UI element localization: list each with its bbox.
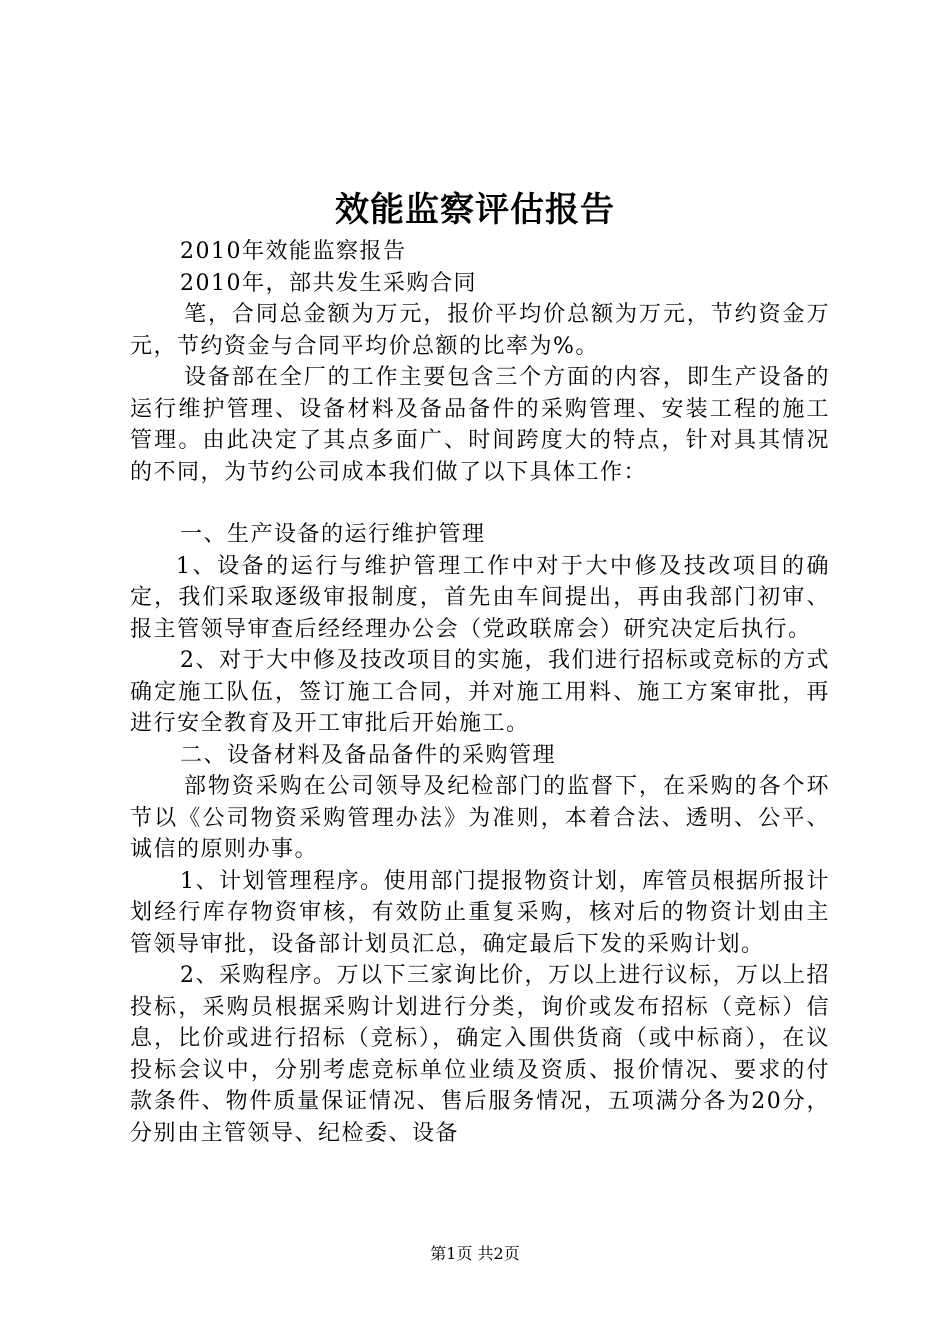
paragraph-maintenance-item-2: 2、对于大中修及技改项目的实施，我们进行招标或竞标的方式确定施工队伍，签订施工合同，并对施工用料、施工方案审批，再进行安全教育及开工审批后开始施工。: [130, 648, 830, 736]
document-body: [130, 236, 830, 1149]
paragraph-procurement-item-1: 1、计划管理程序。使用部门提报物资计划，库管员根据所报计划经行库存物资审核，有效防止重复采购，核对后的物资计划由主管领导审批，设备部计划员汇总，确定最后下发的采购计划。: [130, 868, 830, 957]
paragraph-procurement-overview: 部物资采购在公司领导及纪检部门的监督下，在采购的各个环节以《公司物资采购管理办法》为准则，本着合法、透明、公平、诚信的原则办事。: [130, 774, 830, 862]
paragraph-department-overview: 设备部在全厂的工作主要包含三个方面的内容，即生产设备的运行维护管理、设备材料及备品备件的采购管理、安装工程的施工管理。由此决定了其点多面广、时间跨度大的特点，针对具其情况的不同，为节约公司成本我们做了以下具体工作：: [130, 365, 830, 485]
paragraph-contracts-intro: 2010年，部共发生采购合同: [180, 270, 477, 296]
paragraph-maintenance-item-1: 1、设备的运行与维护管理工作中对于大中修及技改项目的确定，我们采取逐级审报制度，首先由车间提出，再由我部门初审、报主管领导审查后经经理办公会（党政联席会）研究决定后执行。: [130, 553, 830, 642]
paragraph-gap: [130, 488, 830, 519]
paragraph-contract-totals: 笔，合同总金额为万元，报价平均价总额为万元，节约资金万元，节约资金与合同平均价总额的比率为%。: [130, 302, 830, 359]
section-heading-procurement: 二、设备材料及备品备件的采购管理: [180, 742, 557, 768]
paragraph-procurement-item-2: 2、采购程序。万以下三家询比价，万以上进行议标，万以上招投标，采购员根据采购计划进行分类，询价或发布招标（竞标）信息，比价或进行招标（竞标），确定入围供货商（或中标商），在议投标会议中，分别考虑竞标单位业绩及资质、报价情况、要求的付款条件、物件质量保证情况、售后服务情况，五项满分各为20分，分别由主管领导、纪检委、设备: [130, 963, 830, 1146]
paragraph-report-heading: 2010年效能监察报告: [180, 239, 407, 264]
page-number-footer: 第1页 共2页: [430, 1244, 520, 1263]
document-title: 效能监察评估报告: [335, 190, 615, 230]
section-heading-maintenance: 一、生产设备的运行维护管理: [180, 522, 486, 547]
